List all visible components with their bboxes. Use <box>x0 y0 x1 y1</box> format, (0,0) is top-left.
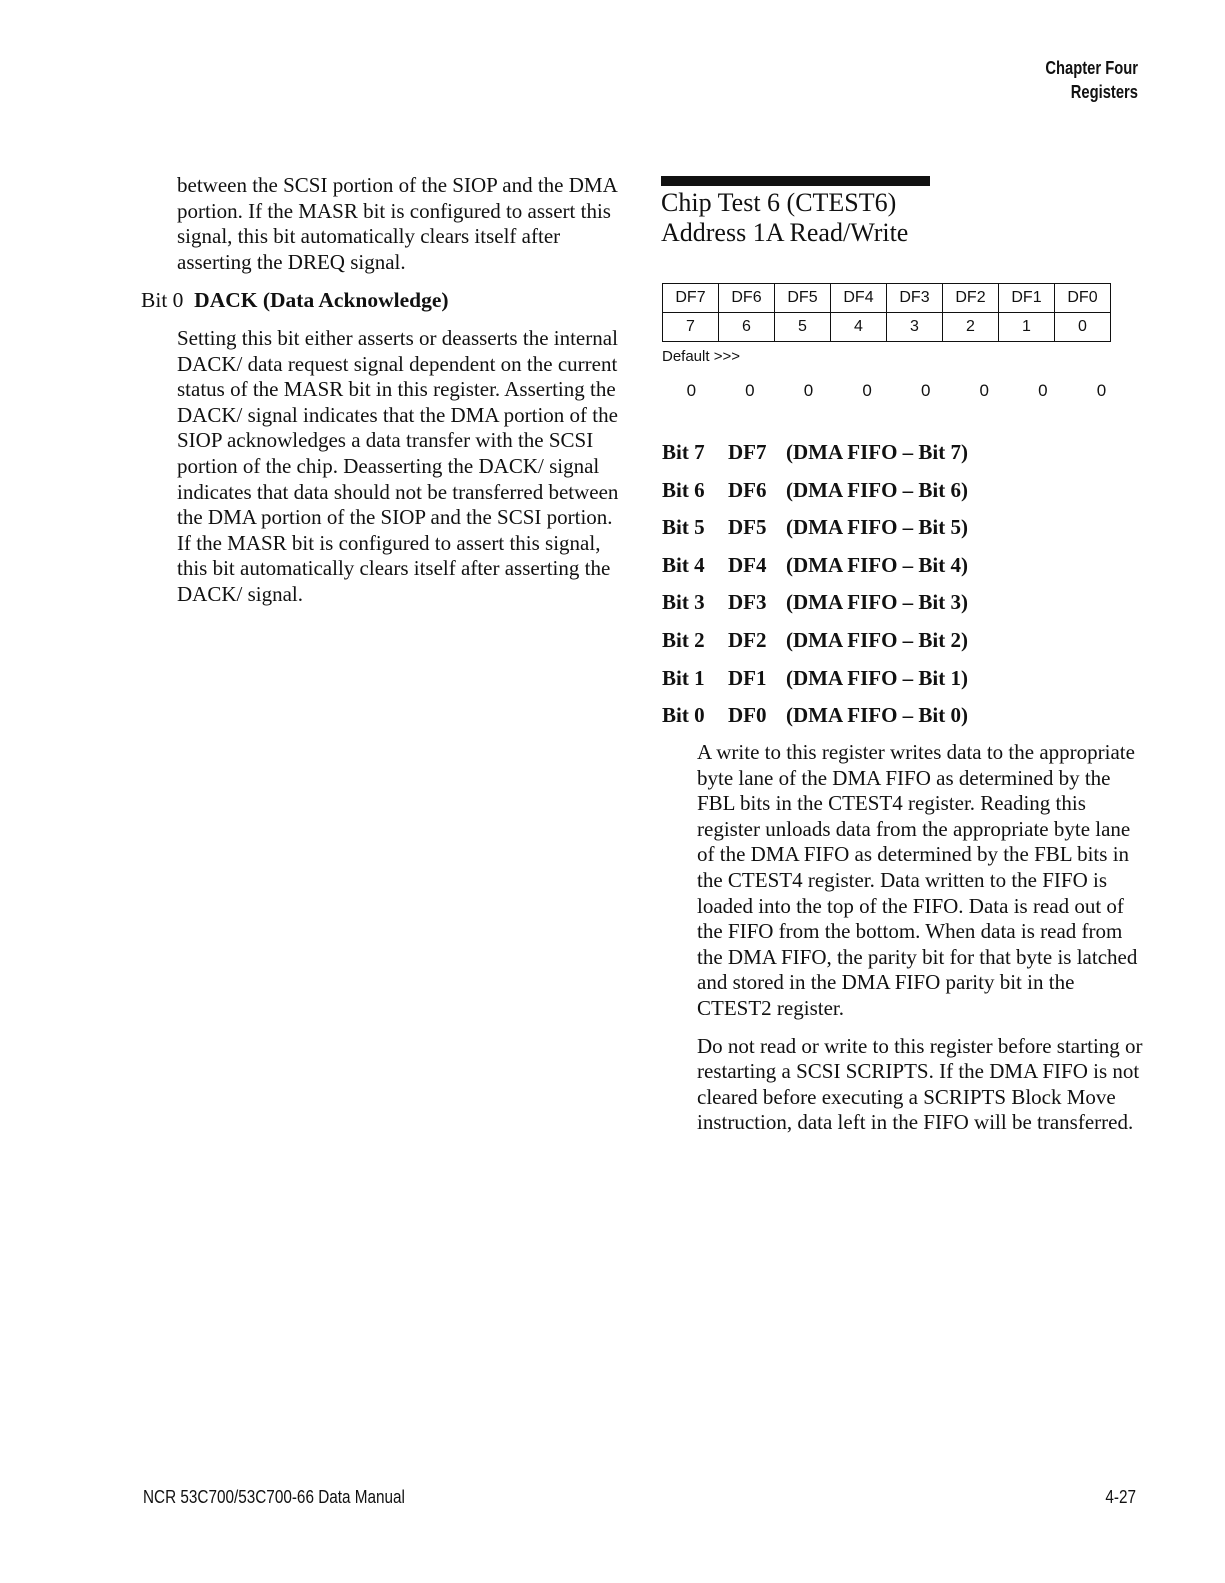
bit-number-cell: 3 <box>887 313 943 342</box>
register-address: Address 1A Read/Write <box>661 218 909 247</box>
bit-definition-list <box>662 440 968 741</box>
default-values <box>662 381 1131 401</box>
bit-number-cell: 6 <box>719 313 775 342</box>
bit0-paragraph: Setting this bit either asserts or deasserts the internal DACK/ data request signal dependent on the current status of the MASR bit in this register. Asserting the DACK/ signal indicates that the DMA portion of the SIOP acknowledges a data transfer with the SCSI portion of the chip. Deasserting the DACK/ signal indicates that data should not be transferred between the DMA portion of the SIOP and the SCSI portion. If the MASR bit is configured to assert this signal, this bit automatically clears itself after asserting the DACK/ signal. <box>177 326 619 606</box>
bit-field: DF2 <box>728 627 767 652</box>
bit-name-cell: DF5 <box>775 284 831 313</box>
bit-num: Bit 5 <box>662 515 705 540</box>
register-name: Chip Test 6 (CTEST6) <box>661 188 897 217</box>
description-paragraph-1: A write to this register writes data to the appropriate byte lane of the DMA FIFO as determined by the FBL bits in the CTEST4 register. Reading this register unloads data from the appropriate byte lane of the DMA FIFO as determined by the FBL bits in the CTEST4 register. Data written to the FIFO is loaded into the top of the FIFO. Data is read out of the FIFO from the bottom. When data is read from the DMA FIFO, the parity bit for that byte is latched and stored in the DMA FIFO parity bit in the CTEST2 register. <box>697 740 1138 1020</box>
left-intro <box>177 173 627 275</box>
bit-num: Bit 7 <box>662 440 705 464</box>
footer-title: NCR 53C700/53C700-66 Data Manual <box>143 1487 405 1507</box>
bit-name-cell: DF7 <box>663 284 719 313</box>
bit-row-5 <box>662 515 968 553</box>
bit-num: Bit 1 <box>662 665 705 690</box>
default-value: 0 <box>979 381 989 400</box>
bit-number-cell: 4 <box>831 313 887 342</box>
default-value: 0 <box>920 381 931 400</box>
bit-field: DF1 <box>728 665 767 690</box>
bit-field: DF4 <box>728 552 767 577</box>
bit-field: DF3 <box>728 590 767 615</box>
default-value: 0 <box>803 381 814 400</box>
bit-desc: (DMA FIFO – Bit 4) <box>786 552 968 577</box>
page-number: 4-27 <box>1105 1487 1136 1507</box>
bit-desc: (DMA FIFO – Bit 5) <box>786 515 968 540</box>
bit-number-cell: 0 <box>1055 313 1111 342</box>
bit-desc: (DMA FIFO – Bit 3) <box>786 590 968 615</box>
bit-number-cell: 7 <box>663 313 719 342</box>
section-label: Registers <box>1070 82 1138 102</box>
bit-name-cell: DF6 <box>719 284 775 313</box>
register-title <box>661 188 908 248</box>
bit-field: DF7 <box>728 440 767 464</box>
bit-num: Bit 0 <box>662 703 705 728</box>
bit-num: Bit 6 <box>662 477 705 502</box>
running-header <box>1045 56 1138 104</box>
bit-row-2 <box>662 628 968 666</box>
default-value: 0 <box>686 381 697 400</box>
bit-row-3 <box>662 590 968 628</box>
bit-row-1 <box>662 666 968 704</box>
default-value: 0 <box>862 381 872 400</box>
bit-number-row <box>663 313 1111 342</box>
register-description <box>697 740 1147 1148</box>
default-value: 0 <box>745 381 755 400</box>
bit0-heading-text: DACK (Data Acknowledge) <box>194 288 449 312</box>
bit-row-7 <box>662 440 968 478</box>
bit-desc: (DMA FIFO – Bit 1) <box>786 665 968 690</box>
section-rule <box>661 176 930 186</box>
bit-name-cell: DF0 <box>1055 284 1111 313</box>
bit-desc: (DMA FIFO – Bit 0) <box>786 703 968 728</box>
intro-paragraph: between the SCSI portion of the SIOP and the DMA portion. If the MASR bit is configured to assert this signal, this bit automatically clears itself after asserting the DREQ signal. <box>177 173 617 274</box>
bit-field: DF5 <box>728 515 767 540</box>
default-label: Default >>> <box>662 348 740 365</box>
default-value: 0 <box>1038 381 1048 400</box>
bit-row-4 <box>662 553 968 591</box>
bit-number-cell: 2 <box>943 313 999 342</box>
default-value: 0 <box>1096 381 1107 400</box>
register-bit-table <box>662 283 1111 342</box>
bit-desc: (DMA FIFO – Bit 7) <box>786 440 968 464</box>
bit-desc: (DMA FIFO – Bit 6) <box>786 477 968 502</box>
bit-field: DF6 <box>728 477 767 502</box>
bit-name-cell: DF1 <box>999 284 1055 313</box>
bit-num: Bit 2 <box>662 627 705 652</box>
chapter-label: Chapter Four <box>1045 58 1138 78</box>
bit0-heading-num: Bit 0 <box>141 288 184 312</box>
bit-name-row <box>663 284 1111 313</box>
bit-desc: (DMA FIFO – Bit 2) <box>786 627 968 652</box>
bit-number-cell: 5 <box>775 313 831 342</box>
bit-field: DF0 <box>728 703 767 728</box>
bit-row-6 <box>662 478 968 516</box>
bit-num: Bit 4 <box>662 552 705 577</box>
bit-name-cell: DF2 <box>943 284 999 313</box>
bit0-heading <box>141 288 449 313</box>
bit0-description <box>177 326 627 608</box>
bit-name-cell: DF4 <box>831 284 887 313</box>
description-paragraph-2: Do not read or write to this register before starting or restarting a SCSI SCRIPTS. If the DMA FIFO is not cleared before executing a SCRIPTS Block Move instruction, data left in the FIFO will be transferred. <box>697 1033 1143 1135</box>
bit-row-0 <box>662 703 968 741</box>
bit-name-cell: DF3 <box>887 284 943 313</box>
bit-num: Bit 3 <box>662 590 705 615</box>
bit-number-cell: 1 <box>999 313 1055 342</box>
